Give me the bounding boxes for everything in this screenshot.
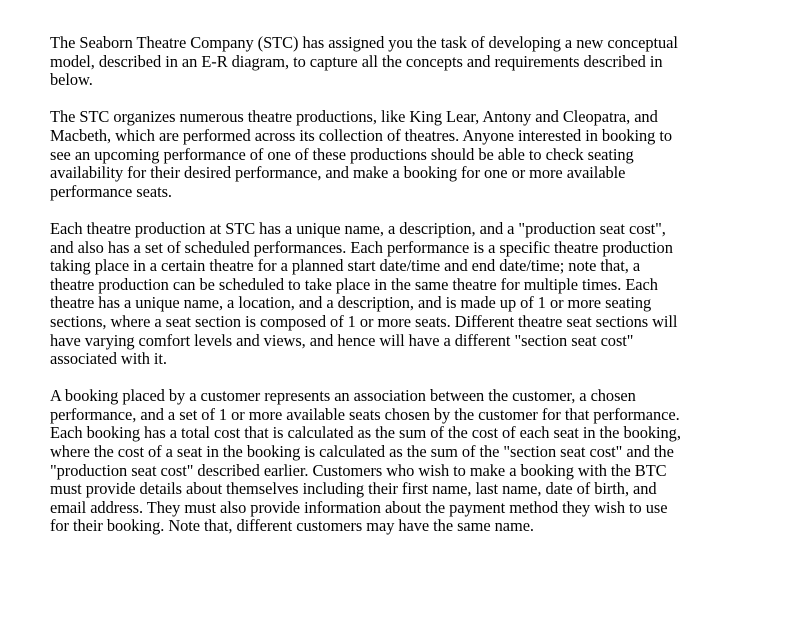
text-line: The STC organizes numerous theatre productions, like King Lear, Antony and Cleopatra, and	[50, 107, 658, 127]
text-line: theatre production can be scheduled to take place in the same theatre for multiple times. Each	[50, 274, 658, 294]
text-line: Each theatre production at STC has a unique name, a description, and a "production seat cost",	[50, 218, 666, 238]
document-body	[50, 34, 756, 555]
text-line: for their booking. Note that, different customers may have the same name.	[50, 516, 534, 536]
text-line: Each booking has a total cost that is calculated as the sum of the cost of each seat in the booking,	[50, 423, 681, 443]
text-line: availability for their desired performance, and make a booking for one or more available	[50, 163, 626, 183]
text-line: where the cost of a seat in the booking is calculated as the sum of the "section seat cost" and the	[50, 442, 674, 462]
text-line: The Seaborn Theatre Company (STC) has assigned you the task of developing a new conceptual	[50, 33, 678, 52]
text-line: A booking placed by a customer represents an association between the customer, a chosen	[50, 386, 636, 406]
text-line: model, described in an E-R diagram, to capture all the concepts and requirements described in	[50, 51, 663, 71]
paragraph-bookings	[50, 387, 756, 536]
text-line: performance, and a set of 1 or more available seats chosen by the customer for that performance.	[50, 404, 680, 424]
text-line: theatre has a unique name, a location, and a description, and is made up of 1 or more seating	[50, 293, 652, 313]
text-line: below.	[50, 70, 93, 90]
text-line: see an upcoming performance of one of these productions should be able to check seating	[50, 144, 634, 164]
text-line: "production seat cost" described earlier. Customers who wish to make a booking with the BTC	[50, 460, 667, 480]
paragraph-intro	[50, 34, 756, 90]
text-line: sections, where a seat section is composed of 1 or more seats. Different theatre seat sections will	[50, 311, 678, 331]
text-line: associated with it.	[50, 349, 167, 369]
text-line: taking place in a certain theatre for a planned start date/time and end date/time; note that, a	[50, 256, 641, 276]
text-line: have varying comfort levels and views, and hence will have a different "section seat cost"	[50, 330, 634, 350]
text-line: must provide details about themselves including their first name, last name, date of birth, and	[50, 479, 657, 499]
text-line: Macbeth, which are performed across its collection of theatres. Anyone interested in booking to	[50, 125, 673, 145]
text-line: performance seats.	[50, 181, 172, 201]
text-line: and also has a set of scheduled performances. Each performance is a specific theatre production	[50, 237, 673, 257]
paragraph-productions	[50, 108, 756, 201]
paragraph-theatres	[50, 220, 756, 369]
text-line: email address. They must also provide information about the payment method they wish to use	[50, 497, 668, 517]
